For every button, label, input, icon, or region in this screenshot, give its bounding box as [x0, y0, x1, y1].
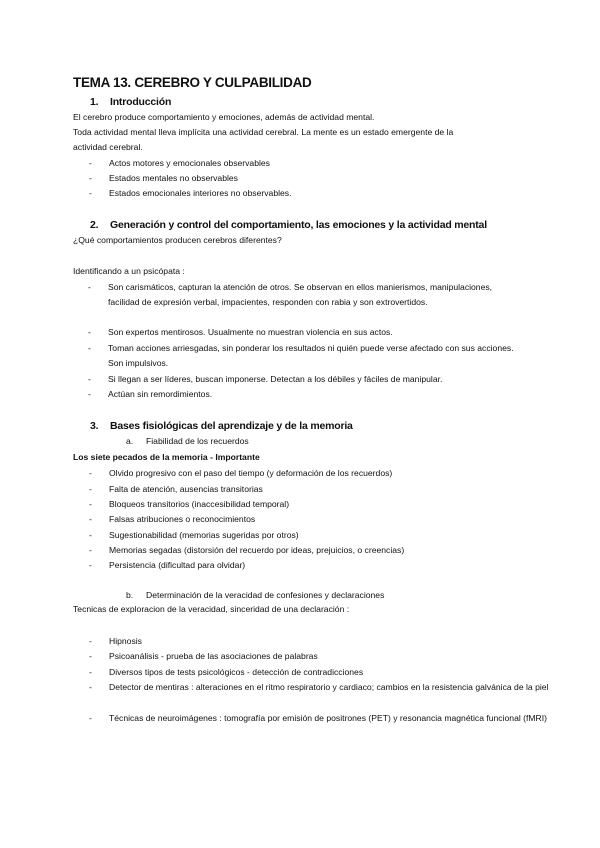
list-item: - Toman acciones arriesgadas, sin ponderar los resultados ni quién puede verse afectado con sus acciones. Son impulsivos.: [88, 343, 514, 368]
psicopata-lead: Identificando a un psicópata :: [73, 266, 185, 276]
list-item: - Falta de atención, ausencias transitorias: [89, 484, 263, 494]
list-item: - Técnicas de neuroimágenes : tomografía por emisión de positrones (PET) y resonancia magnética funcional (fMRI): [89, 713, 548, 723]
list-item: - Actos motores y emocionales observables: [89, 158, 270, 168]
list-item: - Memorias segadas (distorsión del recuerdo por ideas, prejuicios, o creencias): [89, 545, 405, 555]
intro-paragraph-1: El cerebro produce comportamiento y emociones, además de actividad mental.: [73, 112, 375, 122]
list-item: - Persistencia (dificultad para olvidar): [89, 560, 246, 570]
list-item: - Diversos tipos de tests psicológicos - detección de contradicciones: [89, 667, 364, 677]
section-heading-2: 2. Generación y control del comportamiento, las emociones y la actividad mental: [90, 219, 487, 231]
section-heading-1: 1. Introducción: [90, 96, 172, 108]
list-item: - Actúan sin remordimientos.: [88, 389, 213, 399]
list-item: - Si llegan a ser líderes, buscan imponerse. Detectan a los débiles y fáciles de manipular.: [88, 374, 443, 384]
pecados-title: Los siete pecados de la memoria - Importante: [73, 452, 260, 462]
question-text: ¿Qué comportamientos producen cerebros diferentes?: [73, 235, 282, 245]
document-title: TEMA 13. CEREBRO Y CULPABILIDAD: [73, 75, 312, 90]
list-item: - Psicoanálisis - prueba de las asociaciones de palabras: [89, 651, 318, 661]
list-item: - Son carismáticos, capturan la atención de otros. Se observan en ellos manierismos, manipulaciones, facilidad de expresión verbal, impacientes, responden con rabia y son extrovertidos.: [88, 282, 493, 307]
list-item: - Detector de mentiras : alteraciones en el ritmo respiratorio y cardiaco; cambios en la resistencia galvánica de la piel: [89, 682, 549, 692]
intro-paragraph-2b: actividad cerebral.: [73, 142, 143, 152]
intro-paragraph-2a: Toda actividad mental lleva implícita una actividad cerebral. La mente es un estado emergente de la: [73, 127, 454, 137]
section-heading-3: 3. Bases fisiológicas del aprendizaje y de la memoria: [90, 420, 353, 432]
list-item: - Estados emocionales interiores no observables.: [89, 188, 292, 198]
list-item: - Bloqueos transitorios (inaccesibilidad temporal): [89, 499, 290, 509]
list-item: - Olvido progresivo con el paso del tiempo (y deformación de los recuerdos): [89, 468, 393, 478]
subsection-a: a. Fiabilidad de los recuerdos: [126, 436, 249, 446]
list-item: - Falsas atribuciones o reconocimientos: [89, 514, 256, 524]
subsection-b: b. Determinación de la veracidad de confesiones y declaraciones: [126, 590, 385, 600]
tecnicas-lead: Tecnicas de exploracion de la veracidad, sinceridad de una declaración :: [73, 604, 350, 614]
list-item: - Sugestionabilidad (memorias sugeridas por otros): [89, 530, 299, 540]
list-item: - Estados mentales no observables: [89, 173, 238, 183]
list-item: - Hipnosis: [89, 636, 142, 646]
list-item: - Son expertos mentirosos. Usualmente no muestran violencia en sus actos.: [88, 327, 393, 337]
